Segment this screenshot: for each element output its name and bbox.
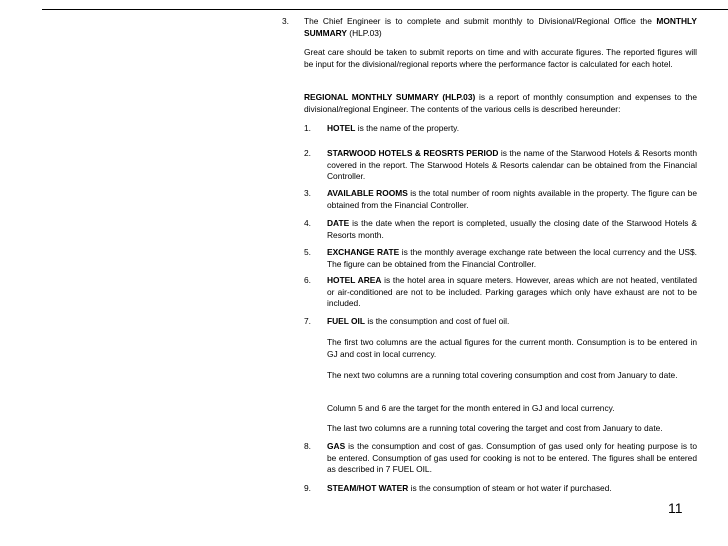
item-description: is the date when the report is completed, usually the closing date of the Starwood Hotels & Resorts month. xyxy=(327,218,697,240)
item-number: 5. xyxy=(304,247,311,257)
regional-summary-text: is a report of monthly consumption and expenses to the divisional/regional Engineer. The contents of the various cells is described hereunder: xyxy=(304,92,697,114)
item-term: AVAILABLE ROOMS xyxy=(327,188,408,198)
item-description: is the consumption and cost of fuel oil. xyxy=(365,316,510,326)
list-item xyxy=(327,441,697,476)
item-description: is the monthly average exchange rate between the local currency and the US$. The figure can be obtained from the Financial Controller. xyxy=(327,247,697,269)
intro-suffix: (HLP.03) xyxy=(346,27,382,38)
page-number: 11 xyxy=(668,500,683,516)
fuel-oil-note: Column 5 and 6 are the target for the month entered in GJ and local currency. xyxy=(327,403,615,413)
fuel-oil-note: The last two columns are a running total covering the target and cost from January to date. xyxy=(327,423,663,433)
item-term: GAS xyxy=(327,441,346,451)
section-number: 3. xyxy=(282,16,289,26)
list-item xyxy=(327,483,697,495)
item-description: is the hotel area in square meters. However, areas which are not heated, ventilated or air-conditioned are not to be included. Parking garages which only have exhaust are not to be included. xyxy=(327,275,697,309)
list-item xyxy=(327,188,697,211)
list-item xyxy=(327,148,697,183)
list-item xyxy=(327,316,697,328)
item-description: is the consumption and cost of gas. Consumption of gas used only for heating purpose is to be entered. Consumption of gas used for cooking is not to be entered. The figures shall be entered as described in 7 FUEL OIL. xyxy=(327,441,697,475)
item-description: is the name of the Starwood Hotels & Resorts month covered in the report. The Starwood Hotels & Resorts calendar can be obtained from the Financial Controller. xyxy=(327,148,698,182)
fuel-oil-note: The first two columns are the actual figures for the current month. Consumption is to be entered in GJ and cost in local currency. xyxy=(327,337,697,359)
list-item xyxy=(327,218,697,241)
item-number: 6. xyxy=(304,275,311,285)
list-item xyxy=(327,247,697,270)
item-description: is the name of the property. xyxy=(355,123,460,133)
item-term: HOTEL AREA xyxy=(327,275,382,285)
item-term: FUEL OIL xyxy=(327,316,365,326)
regional-summary-paragraph xyxy=(304,92,697,115)
item-description: is the consumption of steam or hot water if purchased. xyxy=(408,483,612,493)
item-number: 2. xyxy=(304,148,311,158)
item-term: STEAM/HOT WATER xyxy=(327,483,409,493)
intro-bold: MONTHLY SUMMARY xyxy=(304,16,697,38)
intro-text: The Chief Engineer is to complete and submit monthly to Divisional/Regional Office the xyxy=(304,16,657,26)
item-number: 8. xyxy=(304,441,311,451)
item-description: is the total number of room nights available in the property. The figure can be obtained from the Financial Controller. xyxy=(327,188,697,210)
item-term: DATE xyxy=(327,218,350,228)
item-number: 1. xyxy=(304,123,311,133)
section-intro xyxy=(304,16,697,39)
section-paragraph: Great care should be taken to submit reports on time and with accurate figures. The reported figures will be input for the divisional/regional reports where the performance factor is calculated for each hotel. xyxy=(304,47,697,69)
item-number: 9. xyxy=(304,483,311,493)
item-term: EXCHANGE RATE xyxy=(327,247,400,257)
list-item xyxy=(327,275,697,310)
item-number: 4. xyxy=(304,218,311,228)
item-number: 3. xyxy=(304,188,311,198)
item-term: HOTEL xyxy=(327,123,356,133)
regional-summary-title: REGIONAL MONTHLY SUMMARY (HLP.03) xyxy=(304,92,476,102)
fuel-oil-note: The next two columns are a running total covering consumption and cost from January to date. xyxy=(327,370,678,380)
item-number: 7. xyxy=(304,316,311,326)
list-item xyxy=(327,123,697,135)
item-term: STARWOOD HOTELS & REOSRTS PERIOD xyxy=(327,148,499,158)
